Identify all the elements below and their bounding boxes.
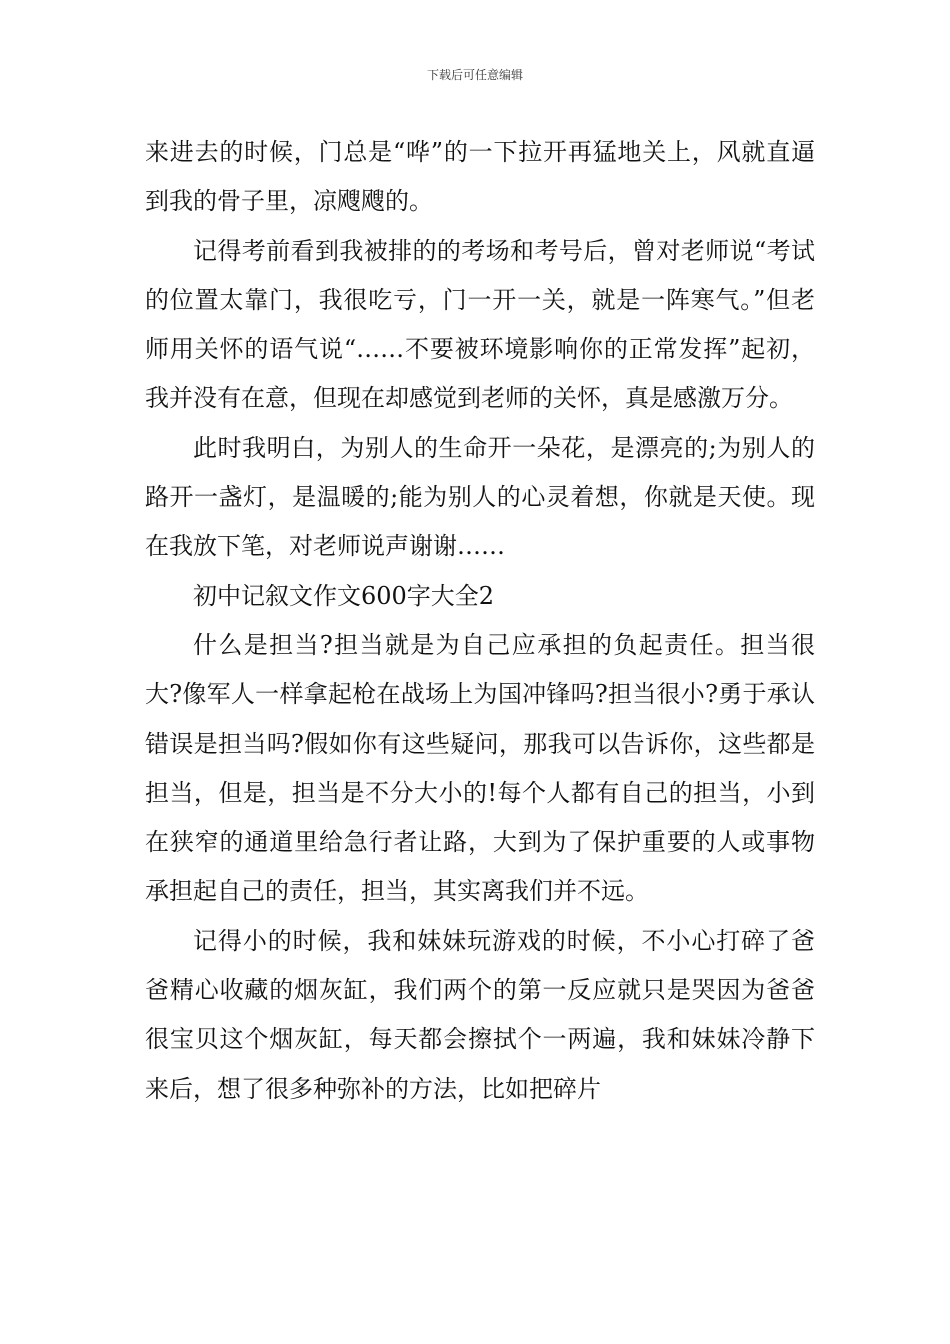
page-header-note: 下载后可任意编辑 <box>426 68 523 82</box>
paragraph-4: 什么是担当?担当就是为自己应承担的负起责任。担当很大?像军人一样拿起枪在战场上为国冲锋吗?担当很小?勇于承认错误是担当吗?假如你有这些疑问，那我可以告诉你，这些都是担当，但是，担当是不分大小的!每个人都有自己的担当，小到在狭窄的通道里给急行者让路，大到为了保护重要的人或事物承担起自己的责任，担当，其实离我们并不远。 <box>145 630 815 906</box>
paragraph-5: 记得小的时候，我和妹妹玩游戏的时候，不小心打碎了爸爸精心收藏的烟灰缸，我们两个的第一反应就只是哭因为爸爸很宝贝这个烟灰缸，每天都会擦拭个一两遍，我和妹妹冷静下来后，想了很多种弥补的方法，比如把碎片 <box>145 926 815 1103</box>
paragraph-3: 此时我明白，为别人的生命开一朵花，是漂亮的;为别人的路开一盏灯，是温暖的;能为别人的心灵着想，你就是天使。现在我放下笔，对老师说声谢谢…… <box>145 433 815 561</box>
document-body <box>145 128 815 1114</box>
paragraph-2: 记得考前看到我被排的的考场和考号后，曾对老师说“考试的位置太靠门，我很吃亏，门一开一关，就是一阵寒气。”但老师用关怀的语气说“……不要被环境影响你的正常发挥”起初，我并没有在意，但现在却感觉到老师的关怀，真是感激万分。 <box>145 236 815 413</box>
section-heading: 初中记叙文作文600字大全2 <box>193 581 495 610</box>
paragraph-1: 来进去的时候，门总是“哗”的一下拉开再猛地关上，风就直逼到我的骨子里，凉飕飕的。 <box>145 138 815 216</box>
